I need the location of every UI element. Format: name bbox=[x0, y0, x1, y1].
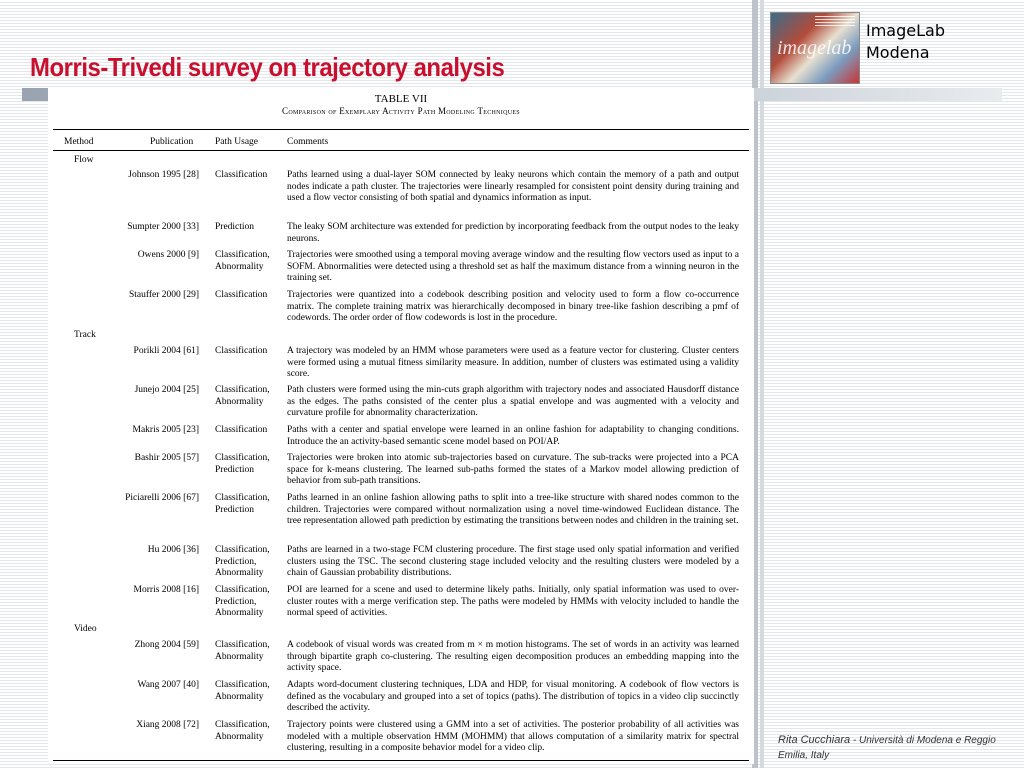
row-publication: Makris 2005 [23] bbox=[132, 425, 199, 435]
row-usage: Classification, Prediction bbox=[215, 493, 270, 515]
credit-author: Rita Cucchiara bbox=[778, 734, 851, 746]
row-publication: Wang 2007 [40] bbox=[137, 680, 199, 690]
group-label-flow: Flow bbox=[74, 155, 94, 165]
group-label-track: Track bbox=[74, 330, 96, 340]
row-comment: Paths learned using a dual-layer SOM connected by leaky neurons which contain the memory of a path and output nodes indicate a path cluster. The trajectories were linearly resampled for consistent point density during training and used a flow vector consisting of both spatial and dynamics information as input. bbox=[287, 170, 739, 204]
row-usage: Classification, Abnormality bbox=[215, 385, 270, 407]
row-comment: Adapts word-document clustering techniques, LDA and HDP, for visual monitoring. A codebook of flow vectors is defined as the vocabulary and grouped into a set of topics (paths). The distribution of topics in a video clip succinctly described the activity. bbox=[287, 680, 739, 714]
lab-name bbox=[866, 20, 945, 64]
row-comment: Trajectories were broken into atomic sub-trajectories based on curvature. The sub-tracks were projected into a PCA space for k-means clustering. The learned sub-paths formed the states of a Markov model allowing prediction of behavior from sub-path transitions. bbox=[287, 453, 739, 487]
row-comment: Paths with a center and spatial envelope were learned in an online fashion for adaptability to changing conditions. Introduce the an activity-based semantic scene model based on POI/AP. bbox=[287, 425, 739, 447]
row-comment: The leaky SOM architecture was extended for prediction by incorporating feedback from the output nodes to the leaky neurons. bbox=[287, 222, 739, 244]
row-usage: Classification, Prediction bbox=[215, 453, 270, 475]
group-label-video: Video bbox=[74, 624, 97, 634]
header-comments: Comments bbox=[287, 137, 329, 147]
row-publication: Zhong 2004 [59] bbox=[134, 640, 199, 650]
row-publication: Johnson 1995 [28] bbox=[128, 170, 199, 180]
row-comment: POI are learned for a scene and used to determine likely paths. Initially, only spatial information was used to over-cluster routes with a merge verification step. The paths were modeled by HMMs with velocity included to handle the normal speed of activities. bbox=[287, 585, 739, 619]
row-publication: Morris 2008 [16] bbox=[133, 585, 199, 595]
header-method: Method bbox=[64, 137, 94, 147]
slide-title: Morris-Trivedi survey on trajectory analysis bbox=[30, 52, 505, 82]
row-usage: Classification, Prediction, Abnormality bbox=[215, 585, 270, 619]
row-publication: Junejo 2004 [25] bbox=[134, 385, 199, 395]
row-comment: Trajectories were smoothed using a temporal moving average window and the resulting flow vectors used as input to a SOFM. Abnormalities were detected using a threshold set as half the maximum distance from a winning neuron in the training set. bbox=[287, 250, 739, 284]
row-usage: Classification bbox=[215, 290, 268, 300]
row-publication: Piciarelli 2006 [67] bbox=[125, 493, 199, 503]
decorative-vertical-bar-thin bbox=[760, 0, 764, 768]
row-usage: Classification bbox=[215, 346, 268, 356]
table-top-rule bbox=[53, 129, 749, 130]
row-publication: Bashir 2005 [57] bbox=[134, 453, 199, 463]
row-comment: Paths are learned in a two-stage FCM clustering procedure. The first stage used only spatial information and verified clusters using the TSC. The second clustering stage included velocity and the resulting clusters were modeled by a chain of Gaussian probability distributions. bbox=[287, 545, 739, 579]
row-publication: Porikli 2004 [61] bbox=[133, 346, 199, 356]
row-comment: A codebook of visual words was created from m × m motion histograms. The set of words in an activity was learned through bipartite graph co-clustering. The resulting eigen decomposition produces an embedding mapping into the activity space. bbox=[287, 640, 739, 674]
table-image bbox=[48, 88, 754, 764]
row-publication: Hu 2006 [36] bbox=[147, 545, 199, 555]
row-comment: Trajectories were quantized into a codebook describing position and velocity used to form a flow co-occurrence matrix. The complete training matrix was hierarchically decomposed in binary tree-like fashion describing a pmf of codewords. The order order of flow codewords is lost in the procedure. bbox=[287, 290, 739, 324]
header-publication: Publication bbox=[150, 137, 194, 147]
row-usage: Classification, Prediction, Abnormality bbox=[215, 545, 270, 579]
table-number: TABLE VII bbox=[374, 93, 428, 105]
lab-name-line2: Modena bbox=[866, 43, 930, 62]
row-usage: Classification, Abnormality bbox=[215, 640, 270, 662]
header-path-usage: Path Usage bbox=[215, 137, 259, 147]
row-publication: Xiang 2008 [72] bbox=[136, 720, 199, 730]
table-caption: Comparison of Exemplary Activity Path Modeling Techniques bbox=[282, 106, 520, 116]
logo-wordmark: imagelab bbox=[777, 37, 852, 59]
row-usage: Prediction bbox=[215, 222, 255, 232]
row-usage: Classification bbox=[215, 170, 268, 180]
row-usage: Classification, Abnormality bbox=[215, 680, 270, 702]
row-publication: Sumpter 2000 [33] bbox=[127, 222, 199, 232]
logo-text-lines bbox=[815, 16, 855, 28]
lab-name-line1: ImageLab bbox=[866, 21, 945, 40]
row-usage: Classification, Abnormality bbox=[215, 720, 270, 742]
author-credit bbox=[778, 733, 1008, 763]
imagelab-logo bbox=[770, 12, 860, 84]
row-comment: Trajectory points were clustered using a GMM into a set of activities. The posterior probability of all activities was modeled with a multiple observation HMM (MOHMM) that allows computation of a similarity matrix for spectral clustering, resulting in a composite behavior model for a video clip. bbox=[287, 720, 739, 754]
row-publication: Stauffer 2000 [29] bbox=[128, 290, 199, 300]
row-comment: A trajectory was modeled by an HMM whose parameters were used as a feature vector for clustering. Cluster centers were formed using a mutual fitness similarity measure. In addition, number of clusters was estimated using a validity score. bbox=[287, 346, 739, 380]
row-comment: Paths learned in an online fashion allowing paths to split into a tree-like structure with shared nodes common to the children. Trajectories were compared without normalization using a novel time-windowed Euclidean distance. The tree representation allowed path prediction by estimating the transitions between nodes and children in the training set. bbox=[287, 493, 739, 527]
row-usage: Classification bbox=[215, 425, 268, 435]
row-publication: Owens 2000 [9] bbox=[137, 250, 199, 260]
row-comment: Path clusters were formed using the min-cuts graph algorithm with trajectory nodes and associated Hausdorff distance as the edges. The paths consisted of the center plus a spatial envelope and was augmented with a velocity and curvature profile for abnormality characterization. bbox=[287, 385, 739, 419]
credit-affiliation: - Università di Modena e Reggio Emilia, Italy bbox=[778, 735, 996, 761]
table-bottom-rule bbox=[53, 760, 749, 761]
row-usage: Classification, Abnormality bbox=[215, 250, 270, 272]
table-header-rule bbox=[53, 150, 749, 151]
